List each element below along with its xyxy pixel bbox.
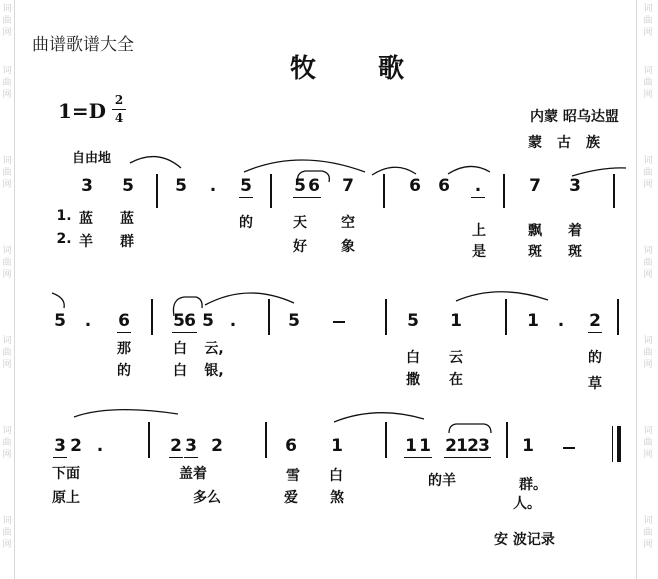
lyric: 白 bbox=[406, 350, 420, 366]
watermark-glyph: 曲 bbox=[2, 438, 12, 448]
lyric: 在 bbox=[449, 372, 463, 388]
tie-slur bbox=[205, 293, 294, 305]
note: 1 bbox=[402, 436, 420, 456]
tuplet-bracket bbox=[449, 424, 491, 433]
note: . bbox=[469, 176, 487, 196]
lyric: 撒 bbox=[406, 372, 420, 388]
site-label: 曲谱歌谱大全 bbox=[32, 35, 134, 55]
note: 1 bbox=[416, 436, 434, 456]
triplet-bracket bbox=[298, 171, 330, 182]
lyric: 羊 bbox=[79, 234, 93, 250]
note: 3 bbox=[569, 176, 581, 196]
note: 2 bbox=[442, 436, 460, 456]
watermark-glyph: 网 bbox=[643, 270, 653, 280]
note: 5 bbox=[237, 176, 255, 196]
phrase-slur bbox=[572, 168, 626, 176]
lyric: 天 bbox=[293, 215, 307, 231]
verse-number: 2. bbox=[56, 231, 72, 247]
note: 6 bbox=[285, 436, 297, 456]
watermark-glyph: 词 bbox=[2, 246, 12, 256]
lyric: 人。 bbox=[513, 496, 541, 512]
lyric: 爱 bbox=[284, 490, 298, 506]
verse-number: 1. bbox=[56, 208, 72, 224]
note: 7 bbox=[529, 176, 541, 196]
augmentation-dot: . bbox=[96, 436, 104, 456]
lyric: 的羊 bbox=[428, 473, 456, 489]
note: 2 bbox=[211, 436, 223, 456]
watermark-glyph: 词 bbox=[2, 336, 12, 346]
lyric: 白 bbox=[329, 468, 343, 484]
lyric: 空 bbox=[341, 215, 355, 231]
lyric: 云, bbox=[204, 341, 224, 357]
watermark-glyph: 网 bbox=[2, 540, 12, 550]
watermark-glyph: 曲 bbox=[643, 348, 653, 358]
watermark-glyph: 曲 bbox=[2, 348, 12, 358]
phrase-slur bbox=[334, 413, 424, 422]
watermark-glyph: 曲 bbox=[2, 78, 12, 88]
watermark-glyph: 曲 bbox=[643, 78, 653, 88]
watermark-glyph: 词 bbox=[643, 66, 653, 76]
lyric: 白 bbox=[173, 341, 187, 357]
lyric: 飘 bbox=[528, 223, 542, 239]
watermark-glyph: 曲 bbox=[2, 528, 12, 538]
lyric: 好 bbox=[293, 239, 307, 255]
watermark-glyph: 词 bbox=[2, 4, 12, 14]
triplet-bracket bbox=[173, 297, 202, 316]
note: 1 bbox=[453, 436, 471, 456]
key-signature: 1=D bbox=[58, 99, 107, 123]
lyric: 多么 bbox=[193, 490, 221, 506]
note: 6 bbox=[115, 311, 133, 331]
tie-slur bbox=[372, 167, 416, 175]
lyric: 盖着 bbox=[179, 466, 207, 482]
augmentation-dot: . bbox=[209, 176, 217, 196]
note: 6 bbox=[181, 311, 199, 331]
watermark-glyph: 曲 bbox=[643, 16, 653, 26]
lyric: 原上 bbox=[52, 490, 80, 506]
watermark-glyph: 词 bbox=[2, 66, 12, 76]
lyric: 的 bbox=[117, 363, 131, 379]
watermark-glyph: 网 bbox=[643, 180, 653, 190]
watermark-glyph: 网 bbox=[643, 90, 653, 100]
recorder-credit: 安 波记录 bbox=[494, 532, 555, 548]
watermark-glyph: 词 bbox=[643, 156, 653, 166]
lyric: 那 bbox=[117, 341, 131, 357]
lyric: 云 bbox=[449, 350, 463, 366]
tie-slur bbox=[130, 157, 181, 168]
watermark-glyph: 曲 bbox=[2, 16, 12, 26]
watermark-glyph: 曲 bbox=[2, 168, 12, 178]
lyric: 的 bbox=[588, 350, 602, 366]
lyric: 白 bbox=[173, 363, 187, 379]
note: 3 bbox=[51, 436, 69, 456]
meter-denominator: 4 bbox=[114, 111, 124, 125]
song-origin: 内蒙 昭乌达盟 bbox=[530, 109, 619, 125]
watermark-glyph: 词 bbox=[643, 426, 653, 436]
note: 2 bbox=[167, 436, 185, 456]
watermark-glyph: 词 bbox=[2, 156, 12, 166]
meter-numerator: 2 bbox=[114, 93, 124, 107]
augmentation-dot: . bbox=[229, 311, 237, 331]
lyric: 蓝 bbox=[120, 211, 134, 227]
note: 5 bbox=[170, 311, 188, 331]
note: 3 bbox=[475, 436, 493, 456]
watermark-glyph: 曲 bbox=[2, 258, 12, 268]
watermark-glyph: 网 bbox=[643, 450, 653, 460]
watermark-glyph: 词 bbox=[2, 426, 12, 436]
augmentation-dot: . bbox=[557, 311, 565, 331]
note: 5 bbox=[407, 311, 419, 331]
watermark-glyph: 词 bbox=[643, 516, 653, 526]
phrase-slur bbox=[244, 160, 365, 172]
lyric: 草 bbox=[588, 376, 602, 392]
note: 1 bbox=[522, 436, 534, 456]
note: 3 bbox=[81, 176, 93, 196]
note: 5 bbox=[175, 176, 187, 196]
lyric: 象 bbox=[341, 239, 355, 255]
watermark-glyph: 网 bbox=[2, 270, 12, 280]
note: 2 bbox=[464, 436, 482, 456]
watermark-glyph: 网 bbox=[2, 360, 12, 370]
tempo-marking: 自由地 bbox=[72, 151, 112, 166]
watermark-glyph: 曲 bbox=[643, 528, 653, 538]
note: 5 bbox=[202, 311, 214, 331]
note: 7 bbox=[342, 176, 354, 196]
note: 1 bbox=[450, 311, 462, 331]
lyric: 下面 bbox=[52, 466, 80, 482]
watermark-glyph: 网 bbox=[2, 28, 12, 38]
watermark-glyph: 词 bbox=[643, 4, 653, 14]
lyric: 斑 bbox=[528, 244, 542, 260]
augmentation-dot: 6 bbox=[438, 176, 450, 196]
watermark-glyph: 网 bbox=[2, 450, 12, 460]
note: 5 bbox=[122, 176, 134, 196]
watermark-glyph: 网 bbox=[643, 28, 653, 38]
watermark-glyph: 网 bbox=[643, 540, 653, 550]
watermark-glyph: 词 bbox=[643, 336, 653, 346]
phrase-slur bbox=[456, 292, 548, 301]
lyric: 是 bbox=[472, 244, 486, 260]
watermark-glyph: 词 bbox=[643, 246, 653, 256]
phrase-slur bbox=[74, 410, 178, 417]
lyric: 上 bbox=[472, 223, 486, 239]
note: 1 bbox=[527, 311, 539, 331]
watermark-glyph: 网 bbox=[2, 90, 12, 100]
note: 5 bbox=[54, 311, 66, 331]
watermark-glyph: 曲 bbox=[643, 438, 653, 448]
note: 6 bbox=[409, 176, 421, 196]
watermark-glyph: 曲 bbox=[643, 168, 653, 178]
tie-slur bbox=[52, 293, 64, 308]
lyric: 煞 bbox=[330, 490, 344, 506]
lyric: 银, bbox=[204, 363, 224, 379]
note: 5 bbox=[291, 176, 309, 196]
song-title: 牧 歌 bbox=[290, 54, 423, 84]
watermark-glyph: 网 bbox=[2, 180, 12, 190]
note: 6 bbox=[305, 176, 323, 196]
note: 5 bbox=[288, 311, 300, 331]
note: 1 bbox=[331, 436, 343, 456]
watermark-glyph: 词 bbox=[2, 516, 12, 526]
lyric: 着 bbox=[568, 223, 582, 239]
note: 2 bbox=[70, 436, 82, 456]
watermark-glyph: 曲 bbox=[643, 258, 653, 268]
augmentation-dot: . bbox=[84, 311, 92, 331]
lyric: 蓝 bbox=[79, 211, 93, 227]
tie-slur bbox=[448, 166, 490, 174]
note: 2 bbox=[586, 311, 604, 331]
lyric: 的 bbox=[239, 215, 253, 231]
lyric: 群。 bbox=[519, 477, 547, 493]
ethnic-group: 蒙古族 bbox=[528, 135, 615, 151]
lyric: 斑 bbox=[568, 244, 582, 260]
note: 3 bbox=[182, 436, 200, 456]
watermark-glyph: 网 bbox=[643, 360, 653, 370]
lyric: 雪 bbox=[286, 468, 300, 484]
lyric: 群 bbox=[120, 234, 134, 250]
